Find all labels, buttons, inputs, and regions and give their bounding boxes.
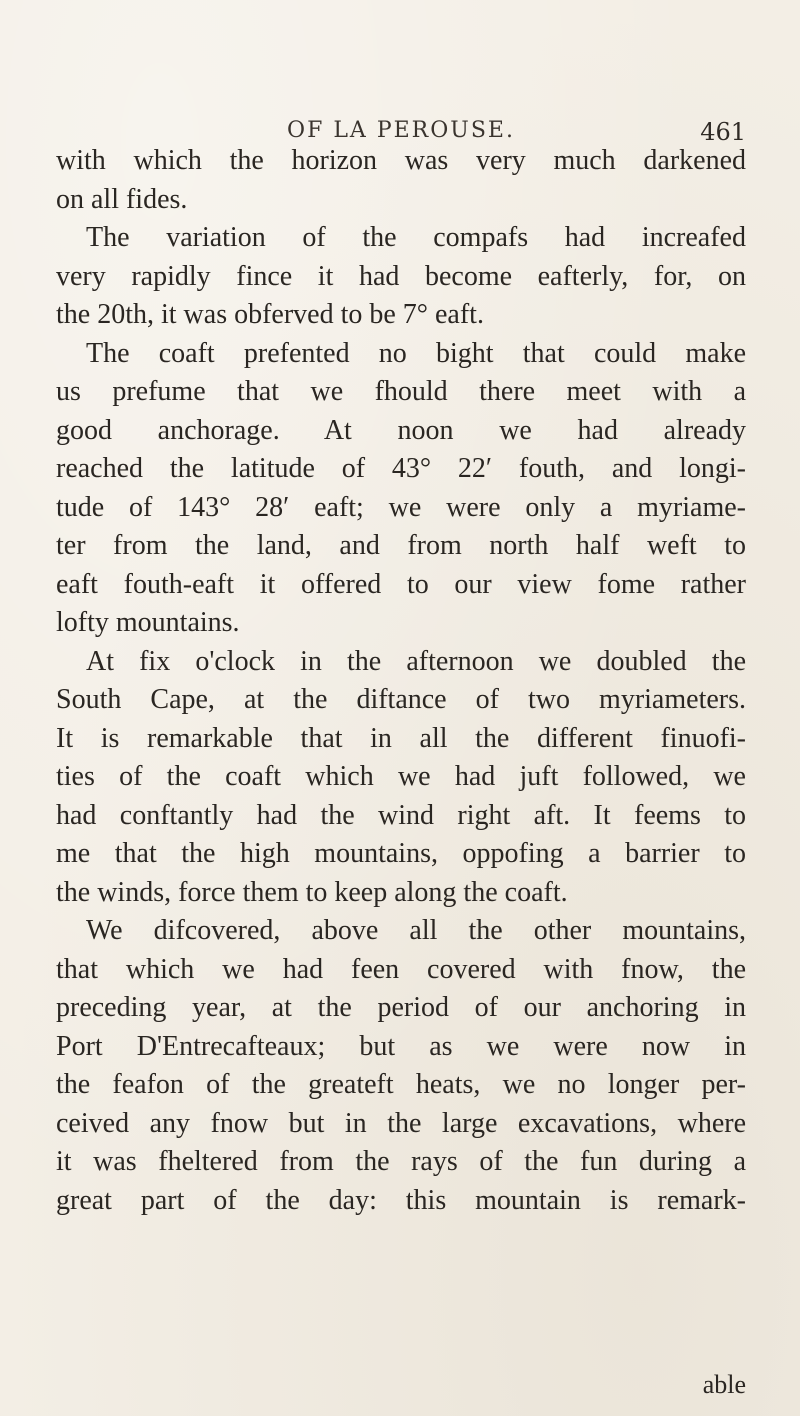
text-line: lofty mountains. (56, 607, 240, 638)
text-line: tude of 143° 28′ eaft; we were only a myriame- (56, 491, 746, 523)
paragraph-start-line: At fix o'clock in the afternoon we doubled the (86, 645, 746, 677)
text-line: Port D'Entrecafteaux; but as we were now in (56, 1030, 746, 1062)
text-line: ceived any fnow but in the large excavations, where (56, 1107, 746, 1139)
paragraph-start-line: The coaft prefented no bight that could make (86, 337, 746, 369)
catchword: able (702, 1370, 746, 1399)
text-line: reached the latitude of 43° 22′ fouth, and longi- (56, 453, 746, 484)
running-head: OF LA PEROUSE. (287, 118, 515, 143)
text-line: on all fides. (56, 183, 188, 215)
text-line: the feafon of the greateft heats, we no longer per- (56, 1069, 746, 1100)
body-text (56, 142, 746, 1220)
text-line: had conftantly had the wind right aft. It feems to (56, 799, 746, 831)
text-line: preceding year, at the period of our anchoring in (56, 992, 746, 1023)
text-line: good anchorage. At noon we had already (56, 414, 746, 446)
text-line: It is remarkable that in all the different finuofi- (56, 722, 746, 754)
text-line: that which we had feen covered with fnow, the (56, 953, 746, 985)
text-line: ter from the land, and from north half weft to (56, 530, 746, 561)
text-line: the winds, force them to keep along the coaft. (56, 876, 568, 908)
text-line: with which the horizon was very much darkened (56, 145, 746, 176)
text-line: me that the high mountains, oppofing a barrier to (56, 838, 746, 869)
text-line: great part of the day: this mountain is remark- (56, 1184, 746, 1216)
text-line: ties of the coaft which we had juft followed, we (56, 761, 746, 792)
text-line: very rapidly fince it had become eafterly, for, on (56, 260, 746, 292)
text-line: eaft fouth-eaft it offered to our view fome rather (56, 568, 746, 600)
page-number: 461 (700, 118, 746, 146)
text-line: us prefume that we fhould there meet with a (56, 376, 746, 407)
text-line: South Cape, at the diftance of two myriameters. (56, 684, 746, 715)
text-line: the 20th, it was obferved to be 7° eaft. (56, 299, 484, 330)
paragraph-start-line: The variation of the compafs had increafed (86, 222, 746, 253)
paragraph-start-line: We difcovered, above all the other mountains, (86, 915, 746, 946)
text-line: it was fheltered from the rays of the fun during a (56, 1146, 746, 1177)
